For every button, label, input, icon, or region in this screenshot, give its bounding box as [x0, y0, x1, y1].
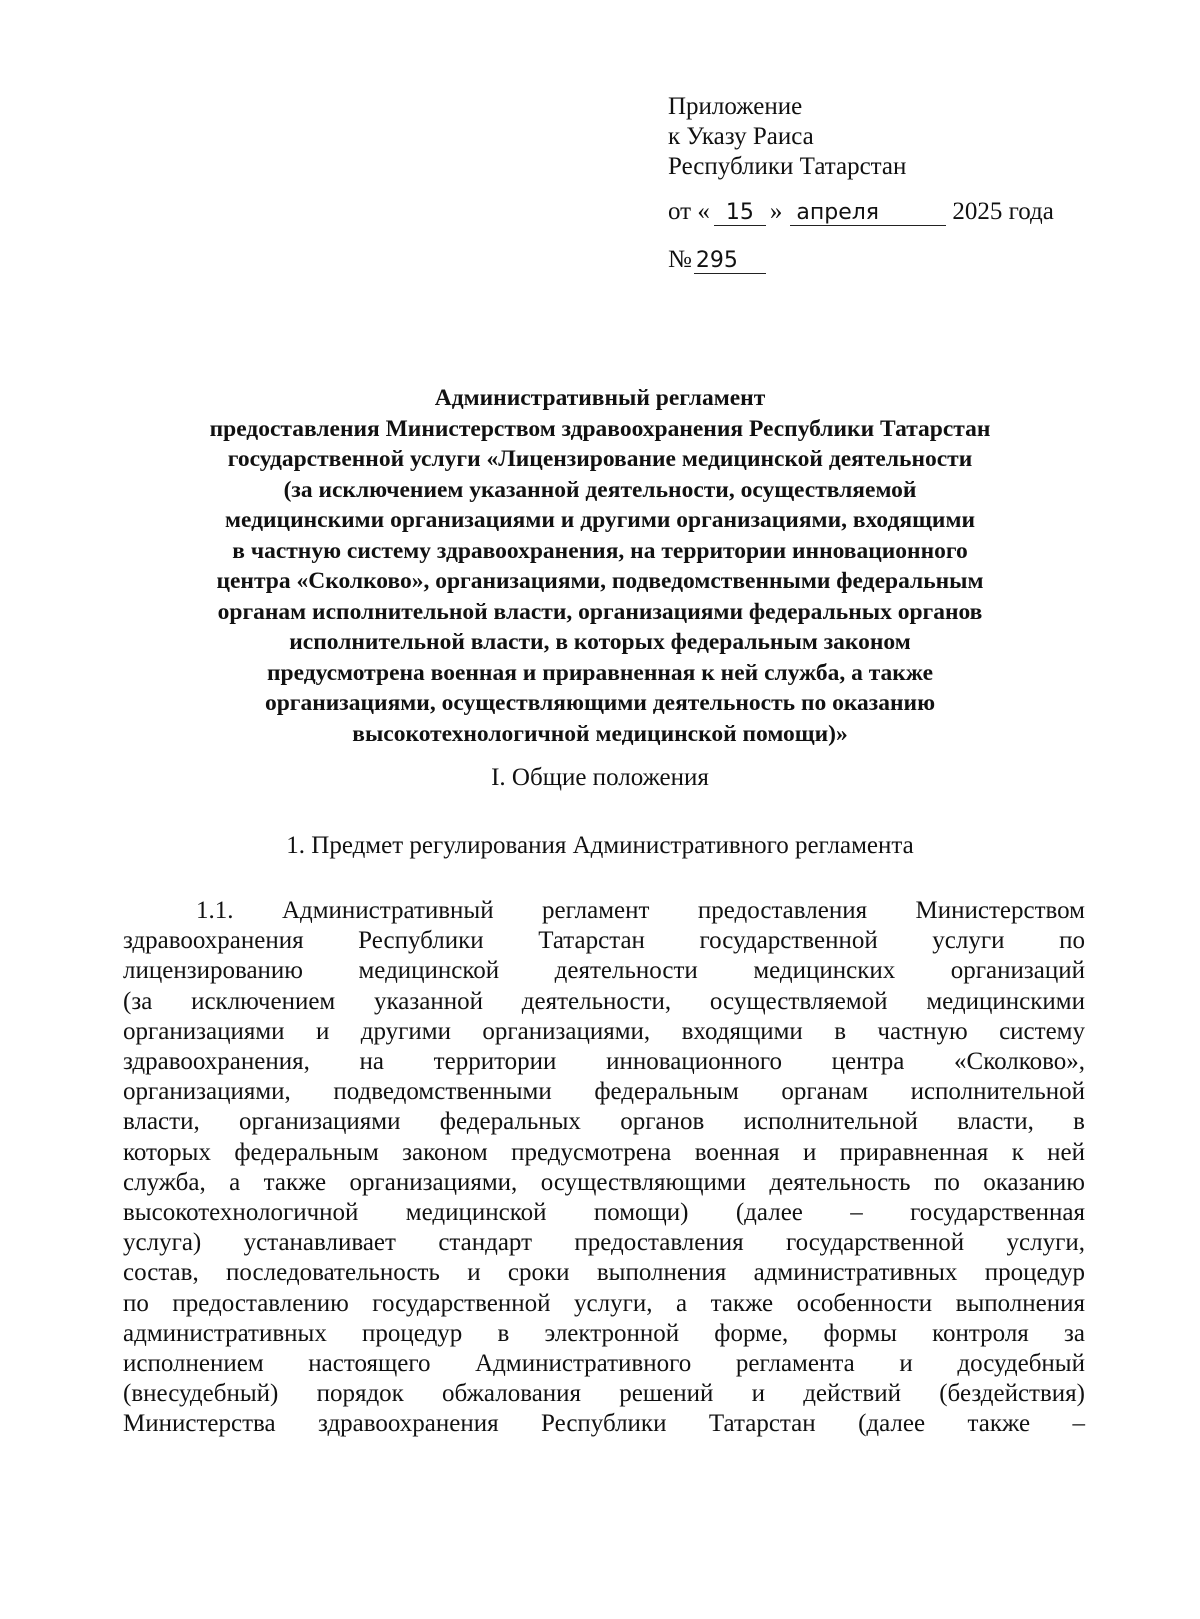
appendix-line-3: Республики Татарстан	[668, 153, 907, 180]
date-prefix: от «	[668, 198, 710, 225]
title-line: предусмотрена военная и приравненная к ней служба, а также	[266, 659, 934, 686]
date-day: 15	[714, 201, 766, 226]
decree-number: 295	[694, 249, 766, 274]
title-line: (за исключением указанной деятельности, осуществляемой	[283, 476, 917, 503]
body-line: здравоохранения, на территории инновационного центра «Сколково»,	[123, 1048, 1085, 1076]
appendix-block	[668, 92, 906, 182]
body-line: (внесудебный) порядок обжалования решений и действий (бездействия)	[123, 1380, 1085, 1408]
body-line: лицензированию медицинской деятельности медицинских организаций	[123, 957, 1085, 985]
chapter-heading: I. Общие положения	[491, 764, 709, 791]
decree-date-line	[668, 198, 1054, 226]
body-line: власти, организациями федеральных органов исполнительной власти, в	[123, 1108, 1085, 1136]
body-line: организациями, подведомственными федеральным органам исполнительной	[123, 1078, 1085, 1106]
appendix-line-1: Приложение	[668, 93, 803, 120]
date-month: апреля	[790, 201, 946, 226]
title-line: медицинскими организациями и другими организациями, входящими	[224, 507, 976, 533]
body-line: Министерства здравоохранения Республики Татарстан (далее также –	[123, 1410, 1085, 1438]
title-line: предоставления Министерством здравоохранения Республики Татарстан	[209, 415, 991, 442]
body-line: по предоставлению государственной услуги, а также особенности выполнения	[123, 1289, 1085, 1317]
title-line: центра «Сколково», организациями, подведомственными федеральным	[216, 568, 984, 594]
document-title	[110, 383, 1090, 749]
body-line: высокотехнологичной медицинской помощи) (далее – государственная	[123, 1199, 1085, 1227]
body-paragraph	[123, 896, 1085, 1440]
body-line: состав, последовательность и сроки выполнения административных процедур	[123, 1259, 1085, 1287]
body-line: административных процедур в электронной форме, формы контроля за	[123, 1319, 1085, 1347]
number-prefix: №	[668, 246, 692, 273]
title-line: Административный регламент	[434, 385, 766, 411]
body-line: (за исключением указанной деятельности, осуществляемой медицинскими	[123, 987, 1085, 1015]
body-line: организациями и другими организациями, входящими в частную систему	[123, 1017, 1085, 1045]
body-line: здравоохранения Республики Татарстан государственной услуги по	[123, 927, 1085, 955]
date-mid: »	[769, 198, 783, 225]
date-year: 2025 года	[952, 198, 1054, 225]
appendix-line-2: к Указу Раиса	[668, 123, 814, 150]
decree-number-line	[668, 246, 766, 274]
body-line: услуга) устанавливает стандарт предоставления государственной услуги,	[123, 1229, 1085, 1257]
title-line: в частную систему здравоохранения, на территории инновационного	[232, 537, 968, 564]
title-line: высокотехнологичной медицинской помощи)»	[352, 720, 848, 747]
title-line: государственной услуги «Лицензирование медицинской деятельности	[227, 446, 973, 472]
body-line: которых федеральным законом предусмотрена военная и приравненная к ней	[123, 1138, 1085, 1166]
title-line: органам исполнительной власти, организациями федеральных органов	[217, 598, 983, 625]
body-line: служба, а также организациями, осуществляющими деятельность по оказанию	[123, 1168, 1085, 1196]
title-line: исполнительной власти, в которых федеральным законом	[289, 629, 911, 655]
subsection-heading: 1. Предмет регулирования Административного регламента	[286, 832, 914, 859]
body-line: исполнением настоящего Административного регламента и досудебный	[123, 1350, 1085, 1378]
title-line: организациями, осуществляющими деятельность по оказанию	[264, 690, 936, 716]
body-line: 1.1. Административный регламент предоставления Министерством	[196, 897, 1085, 924]
